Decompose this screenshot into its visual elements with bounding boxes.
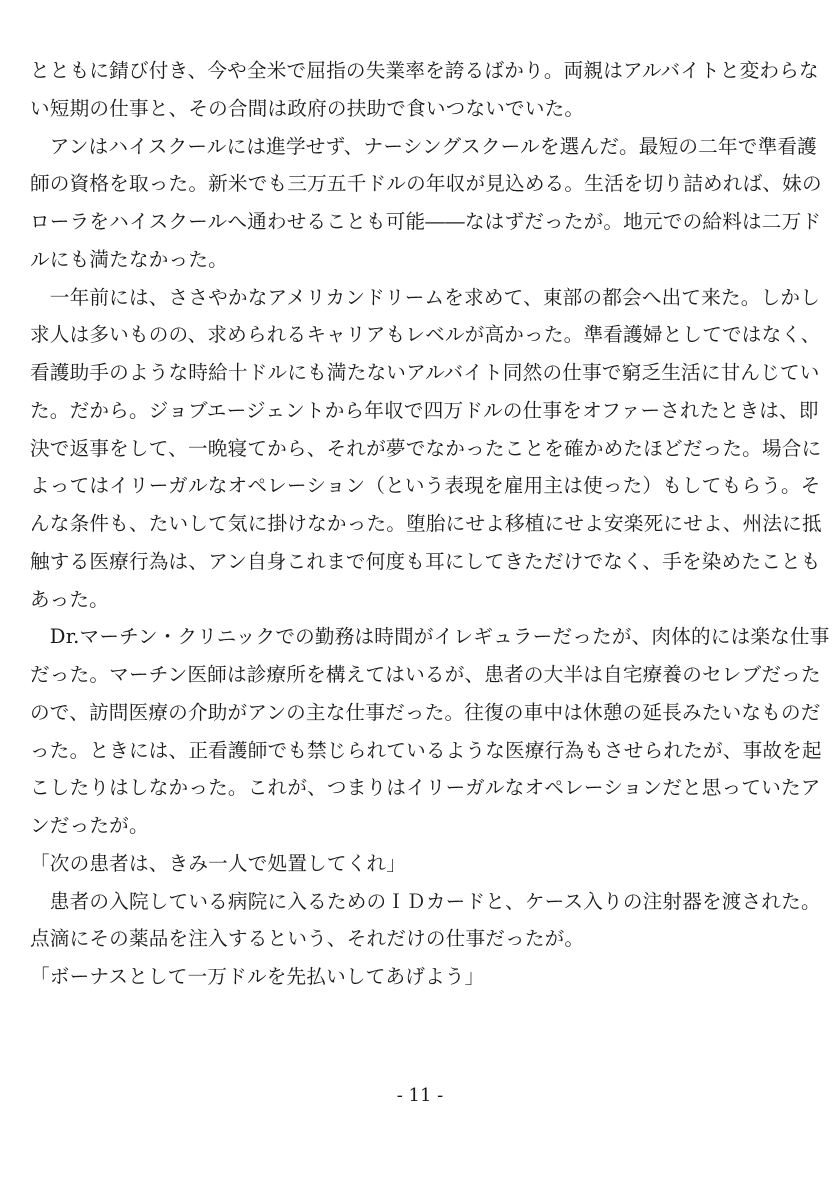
page-number: - 11 - [396, 1085, 444, 1106]
text-line: ローラをハイスクールへ通わせることも可能――なはずだったが。地元での給料は二万ド [30, 210, 822, 233]
text-line: 触する医療行為は、アン自身これまで何度も耳にしてきただけでなく、手を染めたことも [30, 549, 821, 573]
text-line: だった。マーチン医師は診療所を構えてはいるが、患者の大半は自宅療養のセレブだった [30, 663, 821, 686]
text-line: とともに錆び付き、今や全米で屈指の失業率を誇るばかり。両親はアルバイトと変わらな [30, 59, 819, 82]
text-line: い短期の仕事と、その合間は政府の扶助で食いつないでいた。 [30, 96, 585, 120]
text-line: アンはハイスクールには進学せず、ナーシングスクールを選んだ。最短の二年で準看護 [30, 134, 817, 158]
text-line: Dr.マーチン・クリニックでの勤務は時間がイレギュラーだったが、肉体的には楽な仕事 [30, 625, 830, 649]
text-line: こしたりはしなかった。これが、つまりはイリーガルなオペレーションだと思っていたア [30, 776, 821, 800]
text-line: 点滴にその薬品を注入するという、それだけの仕事だったが。 [30, 927, 585, 951]
text-line: ルにも満たなかった。 [30, 247, 228, 271]
text-line: 看護助手のような時給十ドルにも満たないアルバイト同然の仕事で窮乏生活に甘んじてい [30, 361, 820, 384]
text-line: 「ボーナスとして一万ドルを先払いしてあげよう」 [30, 965, 485, 988]
text-line: あった。 [30, 587, 109, 611]
text-line: 一年前には、ささやかなアメリカンドリームを求めて、東部の都会へ出て来た。しかし [30, 285, 820, 309]
text-line: ので、訪問医療の介助がアンの主な仕事だった。往復の車中は休憩の延長みたいなものだ [30, 700, 821, 724]
text-line: ンだったが。 [30, 814, 149, 837]
text-line: 患者の入院している病院に入るためのＩＤカードと、ケース入りの注射器を渡された。 [30, 889, 821, 913]
text-line: 求人は多いものの、求められるキャリアもレベルが高かった。準看護婦としてではなく、 [30, 323, 821, 347]
text-line: んな条件も、たいして気に掛けなかった。堕胎にせよ移植にせよ安楽死にせよ、州法に抵 [30, 512, 822, 535]
text-line: 決で返事をして、一晩寝てから、それが夢でなかったことを確かめたほどだった。場合に [30, 436, 822, 460]
text-line: った。ときには、正看護師でも禁じられているような医療行為もさせられたが、事故を起 [30, 738, 822, 762]
text-line: 師の資格を取った。新米でも三万五千ドルの年収が見込める。生活を切り詰めれば、妹の [30, 172, 822, 196]
text-line: よってはイリーガルなオペレーション（という表現を雇用主は使った）もしてもらう。そ [30, 474, 821, 498]
document-body [30, 52, 830, 996]
text-line: 「次の患者は、きみ一人で処置してくれ」 [30, 851, 407, 875]
text-line: た。だから。ジョブエージェントから年収で四万ドルの仕事をオファーされたときは、即 [30, 398, 819, 422]
